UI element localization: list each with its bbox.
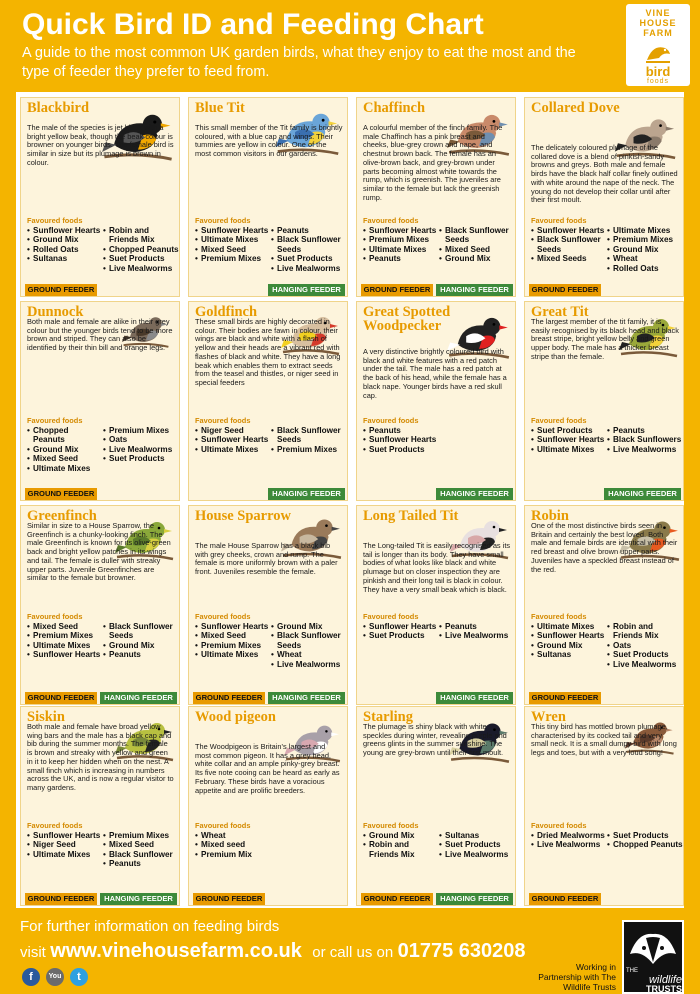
food-item: • Robin and Friends Mix [363, 840, 437, 859]
bird-description: The male House Sparrow has a black bib with grey cheeks, crown and rump. The female is more uniformly brown with a paler front. Juveniles resemble the female. [195, 541, 338, 577]
favoured-foods-label: Favoured foods [531, 216, 587, 225]
bird-card-great-spotted-woodpecker [356, 301, 516, 501]
food-item: • Niger Seed [27, 840, 101, 849]
food-item: • Live Mealworms [103, 264, 179, 273]
trust-logo-the: THE [626, 968, 638, 974]
bird-description: The Long-tailed Tit is easily recognised as its tail is longer than its body. They have small bodies of what looks like black and white plumage but on closer inspection they are pinkish and their long tail is black in colour. They have a very small beak which is black. [363, 541, 511, 594]
food-item: • Chopped Peanuts [27, 426, 101, 445]
bird-name: Greenfinch [27, 508, 97, 524]
foods-column-2 [103, 226, 179, 273]
feeder-badges [25, 893, 177, 905]
favoured-foods-label: Favoured foods [531, 612, 587, 621]
bird-chart-grid [16, 92, 684, 908]
food-item: • Mixed Seed [27, 622, 101, 631]
food-item: • Ground Mix [607, 245, 683, 254]
food-item: • Live Mealworms [607, 445, 683, 454]
wildlife-trusts-logo[interactable] [622, 920, 684, 994]
food-item: • Peanuts [363, 254, 437, 263]
visit-label: visit [20, 944, 46, 961]
food-item: • Oats [103, 435, 179, 444]
bird-card-chaffinch [356, 97, 516, 297]
bird-description: The male of the species is jet black with a bright yellow beak, though the beak colour is browner on younger birds. The female bird is similar in size but its plumage is brown in colour. [27, 123, 174, 167]
foods-column-2 [271, 226, 347, 273]
bird-description: The delicately coloured plumage of the collared dove is a blend of pinkish-sandy browns and greys. Both male and female birds have the black half collar finely outlined with white around the nape of the neck. The young do not develop their collar until after their first moult. [531, 143, 678, 205]
food-item: • Premium Mixes [195, 641, 269, 650]
feeder-badges [193, 692, 345, 704]
food-item: • Mixed Seed [195, 631, 269, 640]
favoured-foods-label: Favoured foods [195, 416, 251, 425]
feeder-badges [529, 893, 681, 905]
food-item: • Suet Products [103, 254, 179, 263]
food-item: • Ground Mix [27, 445, 101, 454]
logo-text-foods: foods [646, 78, 670, 85]
logo-text-house-farm: HOUSE FARM [639, 18, 677, 38]
food-item: • Robin and Friends Mix [607, 622, 683, 641]
phone-number[interactable]: 01775 630208 [397, 940, 526, 962]
feeder-badges [25, 284, 177, 296]
bird-description: A very distinctive brightly coloured bird with black and white features with a red patch under the tail. The male has a red patch at the back of his head, while the female has a black nape. Younger birds have a red skull cap. [363, 347, 507, 400]
foods-column-2 [103, 831, 179, 869]
bird-card-great-tit [524, 301, 684, 501]
twitter-icon[interactable] [70, 968, 88, 986]
foods-column-2 [439, 226, 515, 264]
favoured-foods-label: Favoured foods [27, 216, 83, 225]
feeder-badges [193, 488, 345, 500]
hanging-feeder-badge: HANGING FEEDER [436, 893, 513, 905]
foods-column-2 [271, 622, 347, 669]
ground-feeder-badge: GROUND FEEDER [25, 893, 97, 905]
footer [0, 912, 700, 994]
bird-name: Long Tailed Tit [363, 508, 459, 524]
ground-feeder-badge: GROUND FEEDER [25, 692, 97, 704]
bird-name: Wren [531, 709, 566, 725]
facebook-icon[interactable] [22, 968, 40, 986]
food-item: • Sunflower Hearts [195, 226, 269, 235]
bird-card-wood-pigeon [188, 706, 348, 906]
food-item: • Ultimate Mixes [195, 235, 269, 244]
food-item: • Ultimate Mixes [195, 445, 269, 454]
bird-name: Great Spotted Woodpecker [363, 304, 451, 334]
website-link[interactable]: www.vinehousefarm.co.uk [50, 940, 302, 962]
bird-card-blue-tit [188, 97, 348, 297]
food-item: • Premium Mixes [271, 445, 347, 454]
food-item: • Ground Mix [271, 622, 347, 631]
page-subtitle: A guide to the most common UK garden birds, what they enjoy to eat the most and the type of feeder they prefer to feed from. [22, 45, 576, 80]
bird-description: Both male and female are alike in their grey colour but the younger birds tend to be more brown and striped. They can also be identified by their thin bill and orange legs. [27, 317, 173, 353]
food-item: • Sunflower Hearts [363, 435, 437, 444]
bird-description: One of the most distinctive birds seen in Britain and certainly the best loved. Both male and female birds are identical with their red breast and olive brown upper parts. Juveniles have a speckled breast instead of the red. [531, 521, 678, 574]
foods-column-2 [607, 226, 683, 273]
vine-house-farm-logo[interactable] [626, 4, 690, 86]
food-item: • Premium Mixes [195, 254, 269, 263]
bird-card-dunnock [20, 301, 180, 501]
bird-description: The largest member of the tit family, it is easily recognised by its black head and black breast stripe, bright yellow belly and green upper body. The male has a thicker breast stripe than the female. [531, 317, 679, 361]
bird-name: Goldfinch [195, 304, 258, 320]
food-item: • Ground Mix [103, 641, 179, 650]
bird-card-starling [356, 706, 516, 906]
bird-on-feeder-logo-icon [643, 40, 673, 66]
ground-feeder-badge: GROUND FEEDER [529, 284, 601, 296]
food-item: • Mixed Seed [103, 840, 179, 849]
bird-description: The plumage is shiny black with white speckles during winter, revealing purple and greens glints in the summer sunshine. The young are grey-brown until their first moult. [363, 722, 507, 758]
bird-card-siskin [20, 706, 180, 906]
bird-name: House Sparrow [195, 508, 292, 524]
bird-description: A colourful member of the finch family. The male Chaffinch has a pink breast and cheeks, blue-grey crown and nape, and chestnut brown back. The female has an olive-brown back, and grey-brown under parts becoming almost white towards the rump, which is greenish. The juveniles are similar to the female but lack the greenish rump. [363, 123, 503, 202]
food-item: • Mixed Seeds [531, 254, 605, 263]
food-item: • Peanuts [439, 622, 515, 631]
food-item: • Sunflower Hearts [27, 226, 101, 235]
food-item: • Sultanas [531, 650, 605, 659]
bird-name: Dunnock [27, 304, 84, 320]
foods-column-1 [195, 831, 269, 859]
ground-feeder-badge: GROUND FEEDER [529, 692, 601, 704]
feeder-badges [193, 284, 345, 296]
youtube-icon[interactable] [46, 968, 64, 986]
footer-info-text: For further information on feeding birds [20, 918, 280, 935]
foods-column-1 [195, 622, 269, 660]
food-item: • Black Sunflowers [607, 435, 683, 444]
food-item: • Ground Mix [27, 235, 101, 244]
food-item: • Sunflower Hearts [195, 622, 269, 631]
bird-card-robin [524, 505, 684, 705]
foods-column-2 [607, 831, 683, 850]
bird-name: Wood pigeon [195, 709, 276, 725]
ground-feeder-badge: GROUND FEEDER [361, 284, 433, 296]
hanging-feeder-badge: HANGING FEEDER [100, 893, 177, 905]
food-item: • Premium Mixes [27, 631, 101, 640]
food-item: • Premium Mixes [103, 426, 179, 435]
food-item: • Rolled Oats [607, 264, 683, 273]
food-item: • Wheat [607, 254, 683, 263]
food-item: • Ultimate Mixes [531, 622, 605, 631]
call-label: or call us on [312, 944, 394, 961]
foods-column-1 [27, 426, 101, 473]
food-item: • Suet Products [271, 254, 347, 263]
bird-card-long-tailed-tit [356, 505, 516, 705]
food-item: • Rolled Oats [27, 245, 101, 254]
food-item: • Live Mealworms [439, 850, 515, 859]
foods-column-1 [27, 226, 101, 264]
food-item: • Ultimate Mixes [27, 641, 101, 650]
food-item: • Black Sunflower Seeds [531, 235, 605, 254]
food-item: • Black Sunflower Seeds [271, 426, 347, 445]
ground-feeder-badge: GROUND FEEDER [25, 488, 97, 500]
food-item: • Chopped Peanuts [607, 840, 683, 849]
food-item: • Dried Mealworms [531, 831, 605, 840]
bird-card-house-sparrow [188, 505, 348, 705]
food-item: • Ultimate Mixes [607, 226, 683, 235]
favoured-foods-label: Favoured foods [363, 612, 419, 621]
bird-name: Blue Tit [195, 100, 245, 116]
bird-description: These small birds are highly decorated in colour. Their bodies are fawn in colour, their wings are black and white with a flash of yellow and their heads are a vibrant red with flashes of black and white. They have a long beak which enables them to extract seeds from the teasel and thistles, or niger seed in special feeders [195, 317, 341, 387]
foods-column-1 [363, 622, 437, 641]
foods-column-2 [439, 831, 515, 859]
ground-feeder-badge: GROUND FEEDER [529, 893, 601, 905]
food-item: • Live Mealworms [439, 631, 515, 640]
ground-feeder-badge: GROUND FEEDER [361, 893, 433, 905]
food-item: • Ground Mix [531, 641, 605, 650]
favoured-foods-label: Favoured foods [363, 821, 419, 830]
food-item: • Peanuts [103, 859, 179, 868]
logo-text-bird: bird [645, 64, 671, 79]
feeder-badges [529, 284, 681, 296]
food-item: • Sultanas [439, 831, 515, 840]
foods-column-1 [531, 426, 605, 454]
food-item: • Robin and Friends Mix [103, 226, 179, 245]
food-item: • Mixed seed [195, 840, 269, 849]
foods-column-1 [363, 831, 437, 859]
food-item: • Sultanas [27, 254, 101, 263]
foods-column-2 [439, 622, 515, 641]
feeder-badges [25, 488, 177, 500]
bird-description: This tiny bird has mottled brown plumage, characterised by its cocked tail and very small neck. It is a small dumpy bird with long legs and toes, but with a very loud song! [531, 722, 677, 758]
feeder-badges [529, 488, 681, 500]
foods-column-1 [531, 622, 605, 660]
feeder-badges [361, 893, 513, 905]
bird-description: This small member of the Tit family is brightly coloured, with a blue cap and wings. Their tummies are yellow in colour. One of the most common visitors in our gardens. [195, 123, 343, 159]
food-item: • Black Sunflower Seeds [271, 235, 347, 254]
foods-column-1 [195, 426, 269, 454]
favoured-foods-label: Favoured foods [27, 416, 83, 425]
ground-feeder-badge: GROUND FEEDER [193, 692, 265, 704]
food-item: • Mixed Seed [195, 245, 269, 254]
feeder-badges [361, 488, 513, 500]
food-item: • Live Mealworms [271, 660, 347, 669]
trust-logo-trusts: TRUSTS [646, 984, 682, 994]
favoured-foods-label: Favoured foods [195, 612, 251, 621]
bird-card-blackbird [20, 97, 180, 297]
food-item: • Sunflower Hearts [363, 622, 437, 631]
youtube-glyph: You [48, 973, 62, 980]
hanging-feeder-badge: HANGING FEEDER [436, 488, 513, 500]
hanging-feeder-badge: HANGING FEEDER [436, 692, 513, 704]
food-item: • Suet Products [363, 631, 437, 640]
ground-feeder-badge: GROUND FEEDER [25, 284, 97, 296]
hanging-feeder-badge: HANGING FEEDER [604, 488, 681, 500]
food-item: • Sunflower Hearts [531, 226, 605, 235]
hanging-feeder-badge: HANGING FEEDER [268, 692, 345, 704]
food-item: • Live Mealworms [607, 660, 683, 669]
bird-description: The Woodpigeon is Britain's largest and most common pigeon. It has a grey head, white collar and an ample pinky-grey breast. Its five note cooing can be heard as early as February. These birds have a voracious appetite and are prolific breeders. [195, 742, 340, 795]
badger-icon [624, 924, 682, 968]
food-item: • Live Mealworms [103, 445, 179, 454]
bird-name: Robin [531, 508, 569, 524]
food-item: • Ground Mix [439, 254, 515, 263]
foods-column-1 [363, 426, 437, 454]
food-item: • Premium Mix [195, 850, 269, 859]
food-item: • Ultimate Mixes [27, 850, 101, 859]
bird-description: Both male and female have broad yellow wing bars and the male has a black cap and bib during the summer months. The female is brown and streaky with yellow and green in it to keep her hidden when on the nest. A small finch which is increasing in numbers across the UK, and is now a regular visitor to many gardens. [27, 722, 174, 792]
food-item: • Sunflower Hearts [531, 435, 605, 444]
food-item: • Ultimate Mixes [363, 245, 437, 254]
foods-column-1 [27, 622, 101, 660]
hanging-feeder-badge: HANGING FEEDER [268, 284, 345, 296]
food-item: • Peanuts [103, 650, 179, 659]
food-item: • Ultimate Mixes [531, 445, 605, 454]
food-item: • Ground Mix [363, 831, 437, 840]
hanging-feeder-badge: HANGING FEEDER [436, 284, 513, 296]
food-item: • Suet Products [439, 840, 515, 849]
bird-name: Collared Dove [531, 100, 620, 116]
favoured-foods-label: Favoured foods [363, 416, 419, 425]
favoured-foods-label: Favoured foods [27, 612, 83, 621]
food-item: • Sunflower Hearts [531, 631, 605, 640]
food-item: • Mixed Seed [439, 245, 515, 254]
favoured-foods-label: Favoured foods [27, 821, 83, 830]
partnership-text: Working in Partnership with The Wildlife Trusts [538, 962, 616, 992]
foods-column-1 [27, 831, 101, 859]
food-item: • Peanuts [363, 426, 437, 435]
favoured-foods-label: Favoured foods [195, 216, 251, 225]
foods-column-1 [531, 831, 605, 850]
food-item: • Sunflower Hearts [27, 831, 101, 840]
food-item: • Chopped Peanuts [103, 245, 179, 254]
bird-card-wren [524, 706, 684, 906]
page-title: Quick Bird ID and Feeding Chart [22, 8, 484, 41]
foods-column-1 [531, 226, 605, 264]
food-item: • Premium Mixes [103, 831, 179, 840]
twitter-glyph: t [77, 971, 81, 983]
favoured-foods-label: Favoured foods [195, 821, 251, 830]
trust-logo-wildlife: wildlife [648, 974, 682, 986]
food-item: • Black Sunflower Seeds [103, 622, 179, 641]
food-item: • Suet Products [607, 650, 683, 659]
facebook-glyph: f [29, 971, 33, 983]
favoured-foods-label: Favoured foods [531, 821, 587, 830]
foods-column-2 [607, 622, 683, 669]
bird-card-collared-dove [524, 97, 684, 297]
foods-column-2 [607, 426, 683, 454]
footer-contact-line [20, 940, 526, 963]
favoured-foods-label: Favoured foods [531, 416, 587, 425]
bird-name: Great Tit [531, 304, 589, 320]
ground-feeder-badge: GROUND FEEDER [193, 893, 265, 905]
food-item: • Black Sunflower [103, 850, 179, 859]
food-item: • Ultimate Mixes [27, 464, 101, 473]
foods-column-2 [103, 426, 179, 464]
bird-name: Chaffinch [363, 100, 426, 116]
bird-card-goldfinch [188, 301, 348, 501]
foods-column-1 [195, 226, 269, 264]
foods-column-2 [103, 622, 179, 660]
bird-description: Similar in size to a House Sparrow, the Greenfinch is a chunky-looking finch. The male Greenfinch is known for its olive-green back and bright yellow patches in its wings and tail. The female is duller with streaky upper parts. Juvenile Greenfinches are similar to the female but browner. [27, 521, 171, 583]
food-item: • Wheat [271, 650, 347, 659]
feeder-badges [193, 893, 345, 905]
bird-name: Starling [363, 709, 413, 725]
food-item: • Premium Mixes [363, 235, 437, 244]
favoured-foods-label: Favoured foods [363, 216, 419, 225]
logo-text-vine: VINE [645, 8, 671, 18]
feeder-badges [529, 692, 681, 704]
foods-column-2 [271, 426, 347, 454]
bird-card-greenfinch [20, 505, 180, 705]
foods-column-1 [363, 226, 437, 264]
hanging-feeder-badge: HANGING FEEDER [100, 692, 177, 704]
food-item: • Sunflower Hearts [27, 650, 101, 659]
bird-name: Blackbird [27, 100, 90, 116]
food-item: • Peanuts [271, 226, 347, 235]
food-item: • Sunflower Hearts [363, 226, 437, 235]
food-item: • Suet Products [607, 831, 683, 840]
food-item: • Live Mealworms [531, 840, 605, 849]
food-item: • Niger Seed [195, 426, 269, 435]
food-item: • Premium Mixes [607, 235, 683, 244]
food-item: • Ultimate Mixes [195, 650, 269, 659]
feeder-badges [361, 692, 513, 704]
food-item: • Live Mealworms [271, 264, 347, 273]
bird-name: Siskin [27, 709, 65, 725]
hanging-feeder-badge: HANGING FEEDER [268, 488, 345, 500]
feeder-badges [361, 284, 513, 296]
food-item: • Suet Products [531, 426, 605, 435]
food-item: • Mixed Seed [27, 454, 101, 463]
food-item: • Black Sunflower Seeds [439, 226, 515, 245]
food-item: • Sunflower Hearts [195, 435, 269, 444]
food-item: • Black Sunflower Seeds [271, 631, 347, 650]
header [0, 0, 700, 88]
food-item: • Suet Products [363, 445, 437, 454]
food-item: • Oats [607, 641, 683, 650]
food-item: • Peanuts [607, 426, 683, 435]
food-item: • Wheat [195, 831, 269, 840]
food-item: • Suet Products [103, 454, 179, 463]
feeder-badges [25, 692, 177, 704]
